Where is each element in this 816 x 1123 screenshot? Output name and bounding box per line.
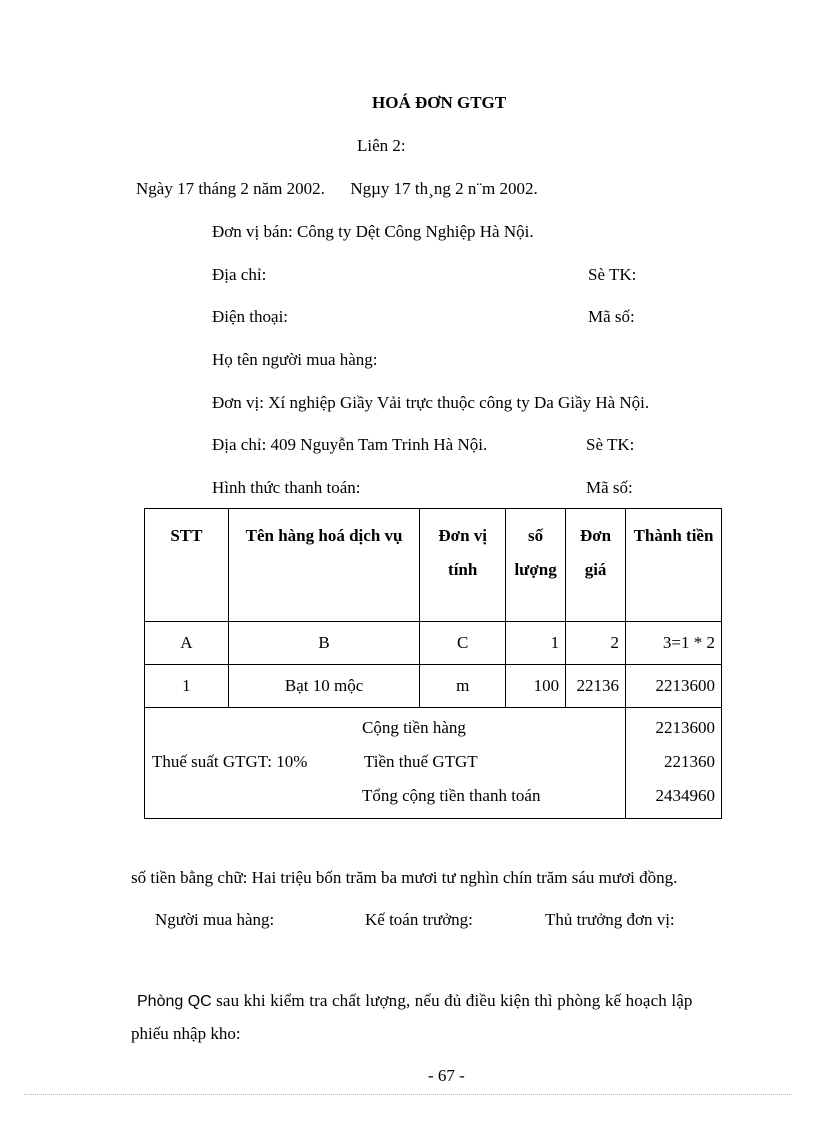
cell-quantity: 100 xyxy=(506,665,566,708)
payment-method-label: Hình thức thanh toán: xyxy=(212,478,361,497)
copy-label: Liên 2: xyxy=(357,136,406,155)
buyer-account-label: Sè TK: xyxy=(586,435,635,454)
summary-labels-cell xyxy=(145,708,626,819)
header-unit-price: Đơn giá xyxy=(566,509,626,622)
grand-total-label: Tổng cộng tiền thanh toán xyxy=(362,786,541,805)
paragraph-text: sau khi kiểm tra chất lượng, nếu đủ điều kiện thì phòng kế hoạch lập xyxy=(211,991,693,1010)
vat-label: Tiền thuế GTGT xyxy=(364,752,478,771)
qc-department: Phòng QC xyxy=(137,993,212,1010)
cell-quantity: 1 xyxy=(506,622,566,665)
buyer-address: Địa chỉ: 409 Nguyễn Tam Trinh Hà Nội. xyxy=(212,435,488,454)
vat-value: 221360 xyxy=(664,752,715,771)
signature-head: Thủ trưởng đơn vị: xyxy=(545,910,675,929)
cell-stt: 1 xyxy=(145,665,229,708)
vat-rate: Thuế suất GTGT: 10% xyxy=(152,752,308,771)
table-row xyxy=(145,622,722,665)
cell-item-name: Bạt 10 mộc xyxy=(228,665,419,708)
buyer-tax-code-label: Mã số: xyxy=(586,478,633,497)
paragraph-line-1 xyxy=(137,991,693,1012)
footer-divider xyxy=(24,1094,792,1095)
buyer-unit: Đơn vị: Xí nghiệp Giầy Vải trực thuộc công ty Da Giầy Hà Nội. xyxy=(212,393,650,412)
seller-phone-label: Điện thoại: xyxy=(212,307,289,326)
summary-row xyxy=(145,708,722,819)
header-unit: Đơn vị tính xyxy=(420,509,506,622)
invoice-date: Ngày 17 tháng 2 năm 2002. Ngµy 17 th¸ng 2 n¨m 2002. xyxy=(136,179,538,198)
table-header-row xyxy=(145,509,722,622)
seller-tax-code-label: Mã số: xyxy=(588,307,635,326)
page-number: - 67 - xyxy=(428,1066,465,1085)
seller-account-label: Sè TK: xyxy=(588,265,637,284)
amount-in-words: số tiền bằng chữ: Hai triệu bốn trăm ba mươi tư nghìn chín trăm sáu mươi đồng. xyxy=(131,868,678,887)
cell-unit-price: 22136 xyxy=(566,665,626,708)
signature-accountant: Kế toán trưởng: xyxy=(365,910,473,929)
goods-total-label: Cộng tiền hàng xyxy=(362,718,466,737)
table-row xyxy=(145,665,722,708)
header-item-name: Tên hàng hoá dịch vụ xyxy=(228,509,419,622)
header-stt: STT xyxy=(145,509,229,622)
summary-values-cell xyxy=(626,708,722,819)
paragraph-line-2: phiếu nhập kho: xyxy=(131,1024,241,1043)
seller-address-label: Địa chỉ: xyxy=(212,265,267,284)
cell-stt: A xyxy=(145,622,229,665)
buyer-name-label: Họ tên người mua hàng: xyxy=(212,350,378,369)
cell-unit: m xyxy=(420,665,506,708)
cell-amount: 2213600 xyxy=(626,665,722,708)
invoice-title: HOÁ ĐƠN GTGT xyxy=(372,93,507,112)
grand-total-value: 2434960 xyxy=(655,786,715,805)
signature-buyer: Người mua hàng: xyxy=(155,910,275,929)
cell-item-name: B xyxy=(228,622,419,665)
seller-unit: Đơn vị bán: Công ty Dệt Công Nghiệp Hà Nội. xyxy=(212,222,534,241)
invoice-table xyxy=(144,508,722,819)
header-quantity: số lượng xyxy=(506,509,566,622)
cell-amount: 3=1 * 2 xyxy=(626,622,722,665)
cell-unit: C xyxy=(420,622,506,665)
header-amount: Thành tiền xyxy=(626,509,722,622)
goods-total-value: 2213600 xyxy=(655,718,715,737)
cell-unit-price: 2 xyxy=(566,622,626,665)
